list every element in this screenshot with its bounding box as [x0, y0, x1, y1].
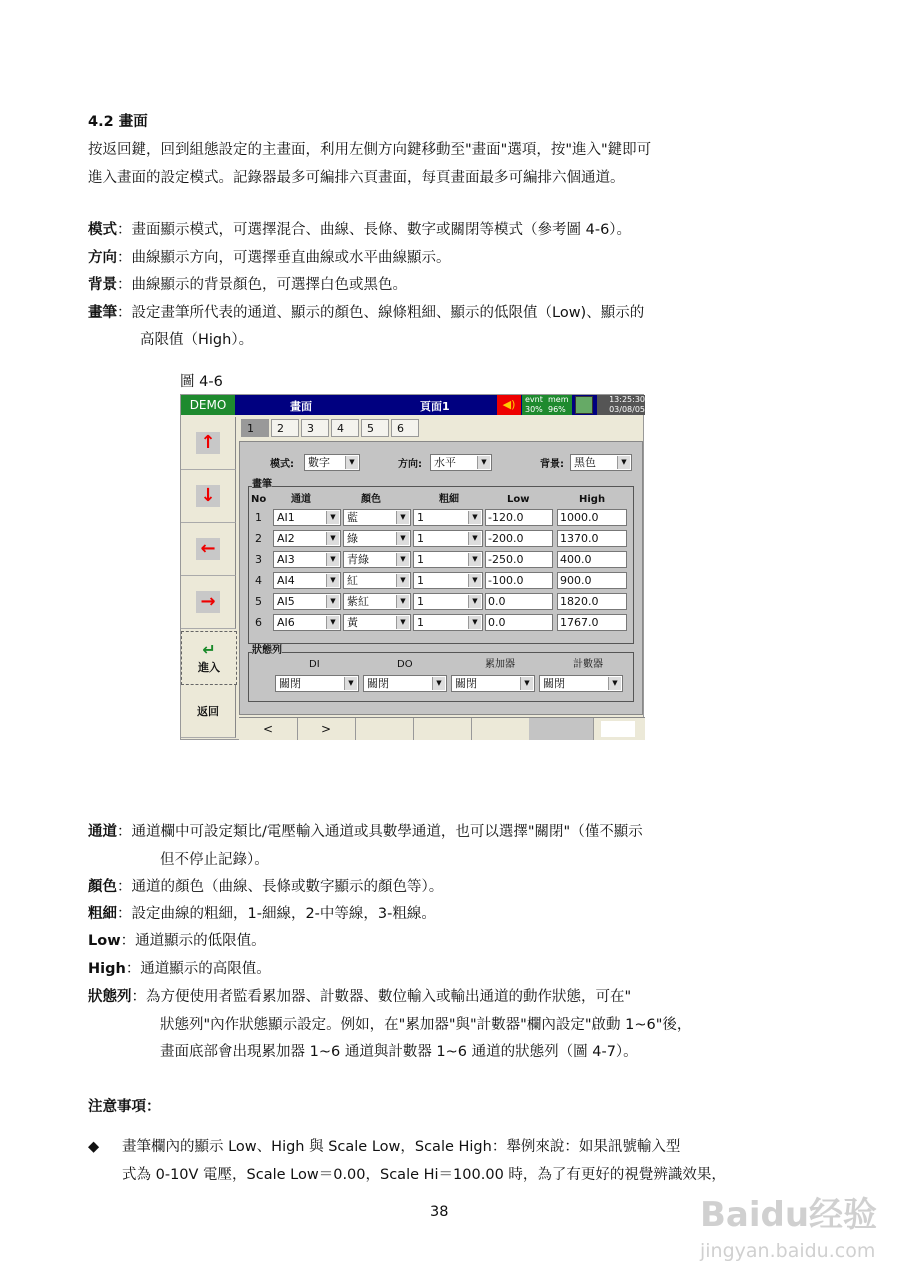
thickness-select[interactable]: 1 ▼: [413, 572, 483, 589]
def-status-cont: 畫面底部會出現累加器 1~6 通道與計數器 1~6 通道的狀態列（圖 4-7）。: [160, 1044, 638, 1060]
status-select[interactable]: 關閉 ▼: [539, 675, 623, 692]
color-select[interactable]: 青綠 ▼: [343, 551, 411, 568]
def-pen: 畫筆：設定畫筆所代表的通道、顯示的顏色、線條粗細、顯示的低限值（Low)、顯示的: [88, 305, 645, 321]
low-input[interactable]: 0.0: [485, 593, 553, 610]
high-input[interactable]: 1000.0: [557, 509, 627, 526]
title-bar: [235, 395, 645, 415]
left-button[interactable]: [181, 523, 236, 576]
back-button[interactable]: [181, 685, 236, 738]
dropdown-arrow-icon: ▼: [468, 595, 481, 608]
dropdown-arrow-icon: ▼: [326, 553, 339, 566]
column-header: High: [579, 494, 606, 505]
low-input[interactable]: -120.0: [485, 509, 553, 526]
dropdown-arrow-icon: ▼: [396, 553, 409, 566]
column-header: 通道: [291, 494, 311, 505]
mode-label: 模式:: [270, 459, 294, 470]
dropdown-arrow-icon: ▼: [396, 532, 409, 545]
def-thickness: 粗細：設定曲線的粗細，1-細線，2-中等線，3-粗線。: [88, 906, 436, 922]
row-number: 3: [255, 553, 262, 566]
row-number: 6: [255, 616, 262, 629]
tab-1[interactable]: 1: [241, 419, 269, 437]
channel-select[interactable]: AI6 ▼: [273, 614, 341, 631]
dropdown-arrow-icon: ▼: [396, 511, 409, 524]
low-input[interactable]: -250.0: [485, 551, 553, 568]
thickness-select[interactable]: 1 ▼: [413, 614, 483, 631]
direction-select[interactable]: 水平 ▼: [430, 454, 492, 471]
thickness-select[interactable]: 1 ▼: [413, 593, 483, 610]
def-channel-cont: 但不停止記錄）。: [160, 852, 269, 868]
enter-icon: ↵: [202, 640, 216, 659]
arrow-right-icon: →: [196, 591, 220, 613]
prev-button[interactable]: <: [239, 718, 298, 740]
low-input[interactable]: 0.0: [485, 614, 553, 631]
dropdown-arrow-icon: ▼: [326, 511, 339, 524]
column-header: 粗細: [439, 494, 459, 505]
color-select[interactable]: 黃 ▼: [343, 614, 411, 631]
high-input[interactable]: 1370.0: [557, 530, 627, 547]
card-icon: [575, 396, 593, 414]
down-button[interactable]: [181, 470, 236, 523]
status-select[interactable]: 關閉 ▼: [275, 675, 359, 692]
note-line: 畫筆欄內的顯示 Low、High 與 Scale Low，Scale High：舉例來說：如果訊號輸入型: [122, 1139, 681, 1155]
def-high: High：通道顯示的高限值。: [88, 961, 271, 977]
tab-2[interactable]: 2: [271, 419, 299, 437]
def-low: Low：通道顯示的低限值。: [88, 933, 266, 949]
bullet-icon: ◆: [88, 1139, 100, 1155]
dropdown-arrow-icon: ▼: [396, 574, 409, 587]
dropdown-arrow-icon: ▼: [608, 677, 621, 690]
up-button[interactable]: [181, 417, 236, 470]
status-group-label: 狀態列: [252, 645, 282, 656]
row-number: 4: [255, 574, 262, 587]
background-label: 背景:: [540, 459, 564, 470]
arrow-left-icon: ←: [196, 538, 220, 560]
section-title: 4.2 畫面: [88, 114, 148, 130]
tab-6[interactable]: 6: [391, 419, 419, 437]
dropdown-arrow-icon: ▼: [432, 677, 445, 690]
tab-4[interactable]: 4: [331, 419, 359, 437]
watermark-logo: Baidu经验: [700, 1195, 878, 1235]
column-header: 顏色: [361, 494, 381, 505]
page-title: 頁面1: [420, 400, 450, 413]
column-header: Low: [507, 494, 530, 505]
def-direction: 方向：曲線顯示方向，可選擇垂直曲線或水平曲線顯示。: [88, 250, 451, 266]
column-header: No: [251, 494, 267, 505]
high-input[interactable]: 400.0: [557, 551, 627, 568]
color-select[interactable]: 綠 ▼: [343, 530, 411, 547]
bottom-indicator: [601, 721, 635, 737]
row-number: 5: [255, 595, 262, 608]
tab-3[interactable]: 3: [301, 419, 329, 437]
channel-select[interactable]: AI4 ▼: [273, 572, 341, 589]
mode-select[interactable]: 數字 ▼: [304, 454, 360, 471]
enter-label: 進入: [198, 661, 220, 674]
usage-indicator: evnt mem 30% 96%: [522, 395, 572, 415]
bottom-button[interactable]: [529, 718, 594, 740]
figure-screen-settings: [180, 394, 644, 740]
dropdown-arrow-icon: ▼: [468, 553, 481, 566]
high-input[interactable]: 900.0: [557, 572, 627, 589]
pen-group-label: 畫筆: [252, 479, 272, 490]
color-select[interactable]: 紫紅 ▼: [343, 593, 411, 610]
back-label: 返回: [197, 705, 219, 718]
dropdown-arrow-icon: ▼: [396, 616, 409, 629]
high-input[interactable]: 1820.0: [557, 593, 627, 610]
def-status: 狀態列：為方便使用者監看累加器、計數器、數位輸入或輸出通道的動作狀態，可在": [88, 989, 632, 1005]
dropdown-arrow-icon: ▼: [396, 595, 409, 608]
bottom-bar: [239, 717, 645, 740]
row-number: 1: [255, 511, 262, 524]
right-button[interactable]: [181, 576, 236, 629]
dropdown-arrow-icon: ▼: [468, 574, 481, 587]
demo-badge: DEMO: [181, 395, 235, 415]
note-line: 式為 0-10V 電壓，Scale Low＝0.00，Scale Hi＝100.00 時，為了有更好的視覺辨識效果，: [122, 1167, 726, 1183]
dropdown-arrow-icon: ▼: [468, 511, 481, 524]
pen-group: [248, 479, 634, 644]
dropdown-arrow-icon: ▼: [617, 456, 630, 469]
high-input[interactable]: 1767.0: [557, 614, 627, 631]
speaker-icon: ◀): [497, 395, 521, 415]
dropdown-arrow-icon: ▼: [326, 595, 339, 608]
channel-select[interactable]: AI3 ▼: [273, 551, 341, 568]
dropdown-arrow-icon: ▼: [345, 456, 358, 469]
figure-label: 圖 4-6: [180, 374, 223, 390]
dropdown-arrow-icon: ▼: [326, 616, 339, 629]
status-group: [248, 645, 634, 702]
def-status-cont: 狀態列"內作狀態顯示設定。例如，在"累加器"與"計數器"欄內設定"啟動 1~6"後，: [160, 1017, 692, 1033]
direction-label: 方向:: [398, 459, 422, 470]
arrow-down-icon: ↓: [196, 485, 220, 507]
status-header: DI: [309, 659, 320, 670]
color-select[interactable]: 紅 ▼: [343, 572, 411, 589]
dropdown-arrow-icon: ▼: [344, 677, 357, 690]
enter-button[interactable]: [181, 631, 237, 685]
low-input[interactable]: -100.0: [485, 572, 553, 589]
status-header: 計數器: [573, 659, 603, 670]
low-input[interactable]: -200.0: [485, 530, 553, 547]
page-number: 38: [430, 1204, 449, 1220]
watermark-url: jingyan.baidu.com: [700, 1240, 876, 1262]
def-channel: 通道：通道欄中可設定類比/電壓輸入通道或具數學通道，也可以選擇"關閉"（僅不顯示: [88, 824, 643, 840]
channel-select[interactable]: AI2 ▼: [273, 530, 341, 547]
dropdown-arrow-icon: ▼: [326, 574, 339, 587]
def-color: 顏色：通道的顏色（曲線、長條或數字顯示的顏色等）。: [88, 879, 444, 895]
row-number: 2: [255, 532, 262, 545]
clock: 13:25:30 03/08/05: [597, 395, 645, 415]
dropdown-arrow-icon: ▼: [468, 532, 481, 545]
channel-select[interactable]: AI1 ▼: [273, 509, 341, 526]
channel-select[interactable]: AI5 ▼: [273, 593, 341, 610]
settings-panel: [239, 441, 643, 715]
status-select[interactable]: 關閉 ▼: [451, 675, 535, 692]
status-header: DO: [397, 659, 413, 670]
def-pen-cont: 高限值（High）。: [140, 332, 254, 348]
dropdown-arrow-icon: ▼: [468, 616, 481, 629]
notes-title: 注意事項：: [88, 1099, 161, 1115]
def-mode: 模式：畫面顯示模式，可選擇混合、曲線、長條、數字或關閉等模式（參考圖 4-6）。: [88, 222, 632, 238]
thickness-select[interactable]: 1 ▼: [413, 509, 483, 526]
screen-title: 畫面: [290, 400, 312, 413]
background-select[interactable]: 黑色 ▼: [570, 454, 632, 471]
status-header: 累加器: [485, 659, 515, 670]
intro-line: 進入畫面的設定模式。記錄器最多可編排六頁畫面，每頁畫面最多可編排六個通道。: [88, 170, 625, 186]
next-button[interactable]: >: [297, 718, 356, 740]
tab-5[interactable]: 5: [361, 419, 389, 437]
arrow-up-icon: ↑: [196, 432, 220, 454]
thickness-select[interactable]: 1 ▼: [413, 530, 483, 547]
status-select[interactable]: 關閉 ▼: [363, 675, 447, 692]
def-background: 背景：曲線顯示的背景顏色，可選擇白色或黑色。: [88, 277, 407, 293]
intro-line: 按返回鍵，回到組態設定的主畫面，利用左側方向鍵移動至"畫面"選項，按"進入"鍵即可: [88, 142, 652, 158]
bottom-button[interactable]: [413, 718, 472, 740]
dropdown-arrow-icon: ▼: [326, 532, 339, 545]
dropdown-arrow-icon: ▼: [477, 456, 490, 469]
dropdown-arrow-icon: ▼: [520, 677, 533, 690]
bottom-button[interactable]: [471, 718, 530, 740]
thickness-select[interactable]: 1 ▼: [413, 551, 483, 568]
color-select[interactable]: 藍 ▼: [343, 509, 411, 526]
bottom-button[interactable]: [355, 718, 414, 740]
